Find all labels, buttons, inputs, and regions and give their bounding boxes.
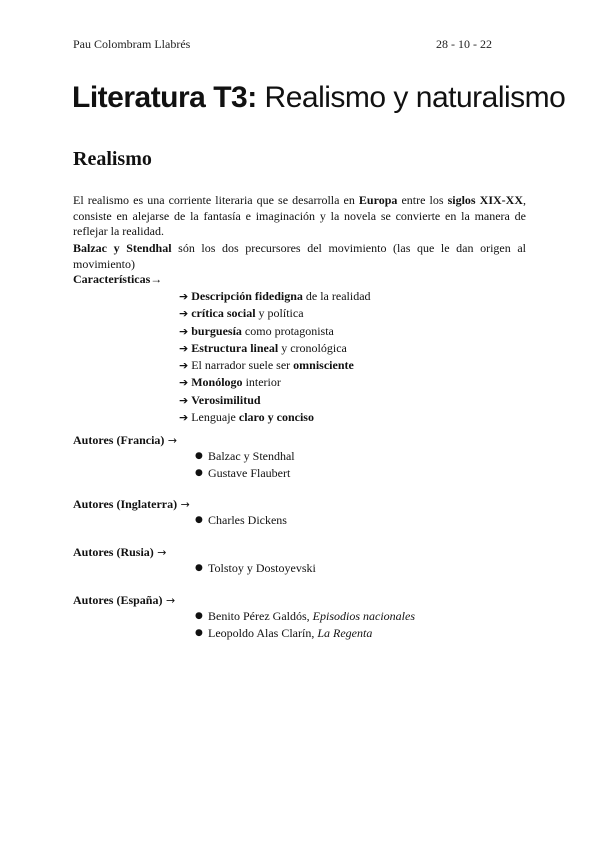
document-title xyxy=(72,78,565,118)
arrow-right-icon: → xyxy=(177,498,190,511)
precursors-text: són los dos precursores del movimiento (las que le dan origen al movimiento) xyxy=(73,241,527,271)
characteristic-item xyxy=(179,374,371,391)
bullet-icon: ● xyxy=(195,563,203,573)
intro-bold-siglos: siglos XIX-XX xyxy=(447,193,523,207)
work-title: La Regenta xyxy=(317,625,373,640)
author-name: Charles Dickens xyxy=(208,513,287,527)
author-list-item xyxy=(195,465,295,482)
arrow-icon: ➔ xyxy=(179,393,189,407)
authors-france-label xyxy=(73,432,177,449)
authors-england-label xyxy=(73,496,190,513)
characteristic-item xyxy=(179,288,371,305)
arrow-right-icon: → xyxy=(162,594,176,607)
authors-russia-list xyxy=(195,560,316,577)
authors-label-text: Autores (Rusia) xyxy=(73,545,154,559)
author-name: Leopoldo Alas Clarín, xyxy=(208,625,318,640)
bullet-icon: ● xyxy=(195,515,203,525)
characteristics-label xyxy=(73,272,526,288)
characteristic-bold: Verosimilitud xyxy=(191,392,261,407)
characteristic-bold: burguesía xyxy=(191,323,242,338)
authors-russia-label xyxy=(73,544,167,561)
characteristics-list xyxy=(179,288,371,426)
authors-spain-label xyxy=(73,592,175,609)
authors-england-list xyxy=(195,512,287,529)
authors-label-text: Autores (Inglaterra) xyxy=(73,497,178,511)
header-author: Pau Colombram Llabrés xyxy=(73,37,191,51)
characteristic-bold: Descripción fidedigna xyxy=(191,289,303,303)
author-name: Gustave Flaubert xyxy=(208,465,291,480)
intro-text-1: El realismo es una corriente literaria que se desarrolla en xyxy=(73,193,359,207)
intro-bold-europa: Europa xyxy=(358,193,398,207)
authors-label-text: Autores (España) xyxy=(73,593,163,607)
author-name: Tolstoy y Dostoyevski xyxy=(208,561,316,575)
characteristic-item xyxy=(179,305,371,322)
arrow-right-icon: → xyxy=(153,546,167,559)
characteristic-post: de la realidad xyxy=(302,289,371,303)
characteristics-label-text: Características→ xyxy=(73,272,163,286)
characteristic-post: interior xyxy=(242,375,281,390)
characteristic-post: y cronológica xyxy=(278,340,347,355)
title-bold: Literatura T3: xyxy=(72,81,257,114)
arrow-icon: ➔ xyxy=(179,290,189,303)
bullet-icon: ● xyxy=(195,627,203,638)
arrow-right-icon: → xyxy=(164,434,178,447)
characteristic-post: como protagonista xyxy=(241,323,334,338)
arrow-icon: ➔ xyxy=(179,359,189,373)
bullet-icon: ● xyxy=(195,451,203,461)
author-list-item xyxy=(195,512,287,529)
author-name: Balzac y Stendhal xyxy=(208,449,295,463)
characteristic-item xyxy=(179,323,371,340)
bullet-icon: ● xyxy=(195,611,203,621)
characteristic-pre: El narrador suele ser xyxy=(191,358,294,373)
bullet-icon: ● xyxy=(195,467,203,478)
author-list-item xyxy=(195,448,295,465)
author-list-item xyxy=(195,625,415,642)
arrow-icon: ➔ xyxy=(179,307,189,321)
arrow-icon: ➔ xyxy=(179,324,189,338)
section-heading: Realismo xyxy=(73,148,152,170)
characteristic-bold: crítica social xyxy=(191,306,256,321)
characteristic-post: y política xyxy=(255,306,304,321)
author-name: Benito Pérez Galdós, xyxy=(208,609,313,623)
characteristic-bold: Estructura lineal xyxy=(191,340,279,355)
precursors-bold: Balzac y Stendhal xyxy=(73,241,172,255)
arrow-icon: ➔ xyxy=(179,341,189,355)
authors-france-list xyxy=(195,448,295,481)
intro-paragraph xyxy=(73,193,526,240)
authors-spain-list xyxy=(195,608,415,641)
intro-text-2: entre los xyxy=(397,193,448,207)
author-list-item xyxy=(195,560,316,577)
characteristic-item xyxy=(179,392,371,409)
author-list-item xyxy=(195,608,415,625)
characteristic-item xyxy=(179,409,371,426)
work-title: Episodios nacionales xyxy=(312,609,415,623)
characteristic-bold: Monólogo xyxy=(191,375,243,390)
characteristic-item xyxy=(179,357,371,374)
characteristic-item xyxy=(179,340,371,357)
arrow-icon: ➔ xyxy=(179,376,189,390)
precursors-paragraph xyxy=(73,241,526,272)
characteristic-bold: claro y conciso xyxy=(238,410,314,425)
title-regular: Realismo y naturalismo xyxy=(256,81,566,114)
arrow-icon: ➔ xyxy=(179,411,189,425)
characteristic-pre: Lenguaje xyxy=(191,410,239,425)
authors-label-text: Autores (Francia) xyxy=(73,433,165,447)
intro-text-3: , consiste en alejarse de la fantasía e imaginación y la novela se convierte en la manera de reflejar la realidad. xyxy=(73,193,526,238)
header-date: 28 - 10 - 22 xyxy=(436,37,492,51)
characteristic-bold: omnisciente xyxy=(293,358,354,373)
